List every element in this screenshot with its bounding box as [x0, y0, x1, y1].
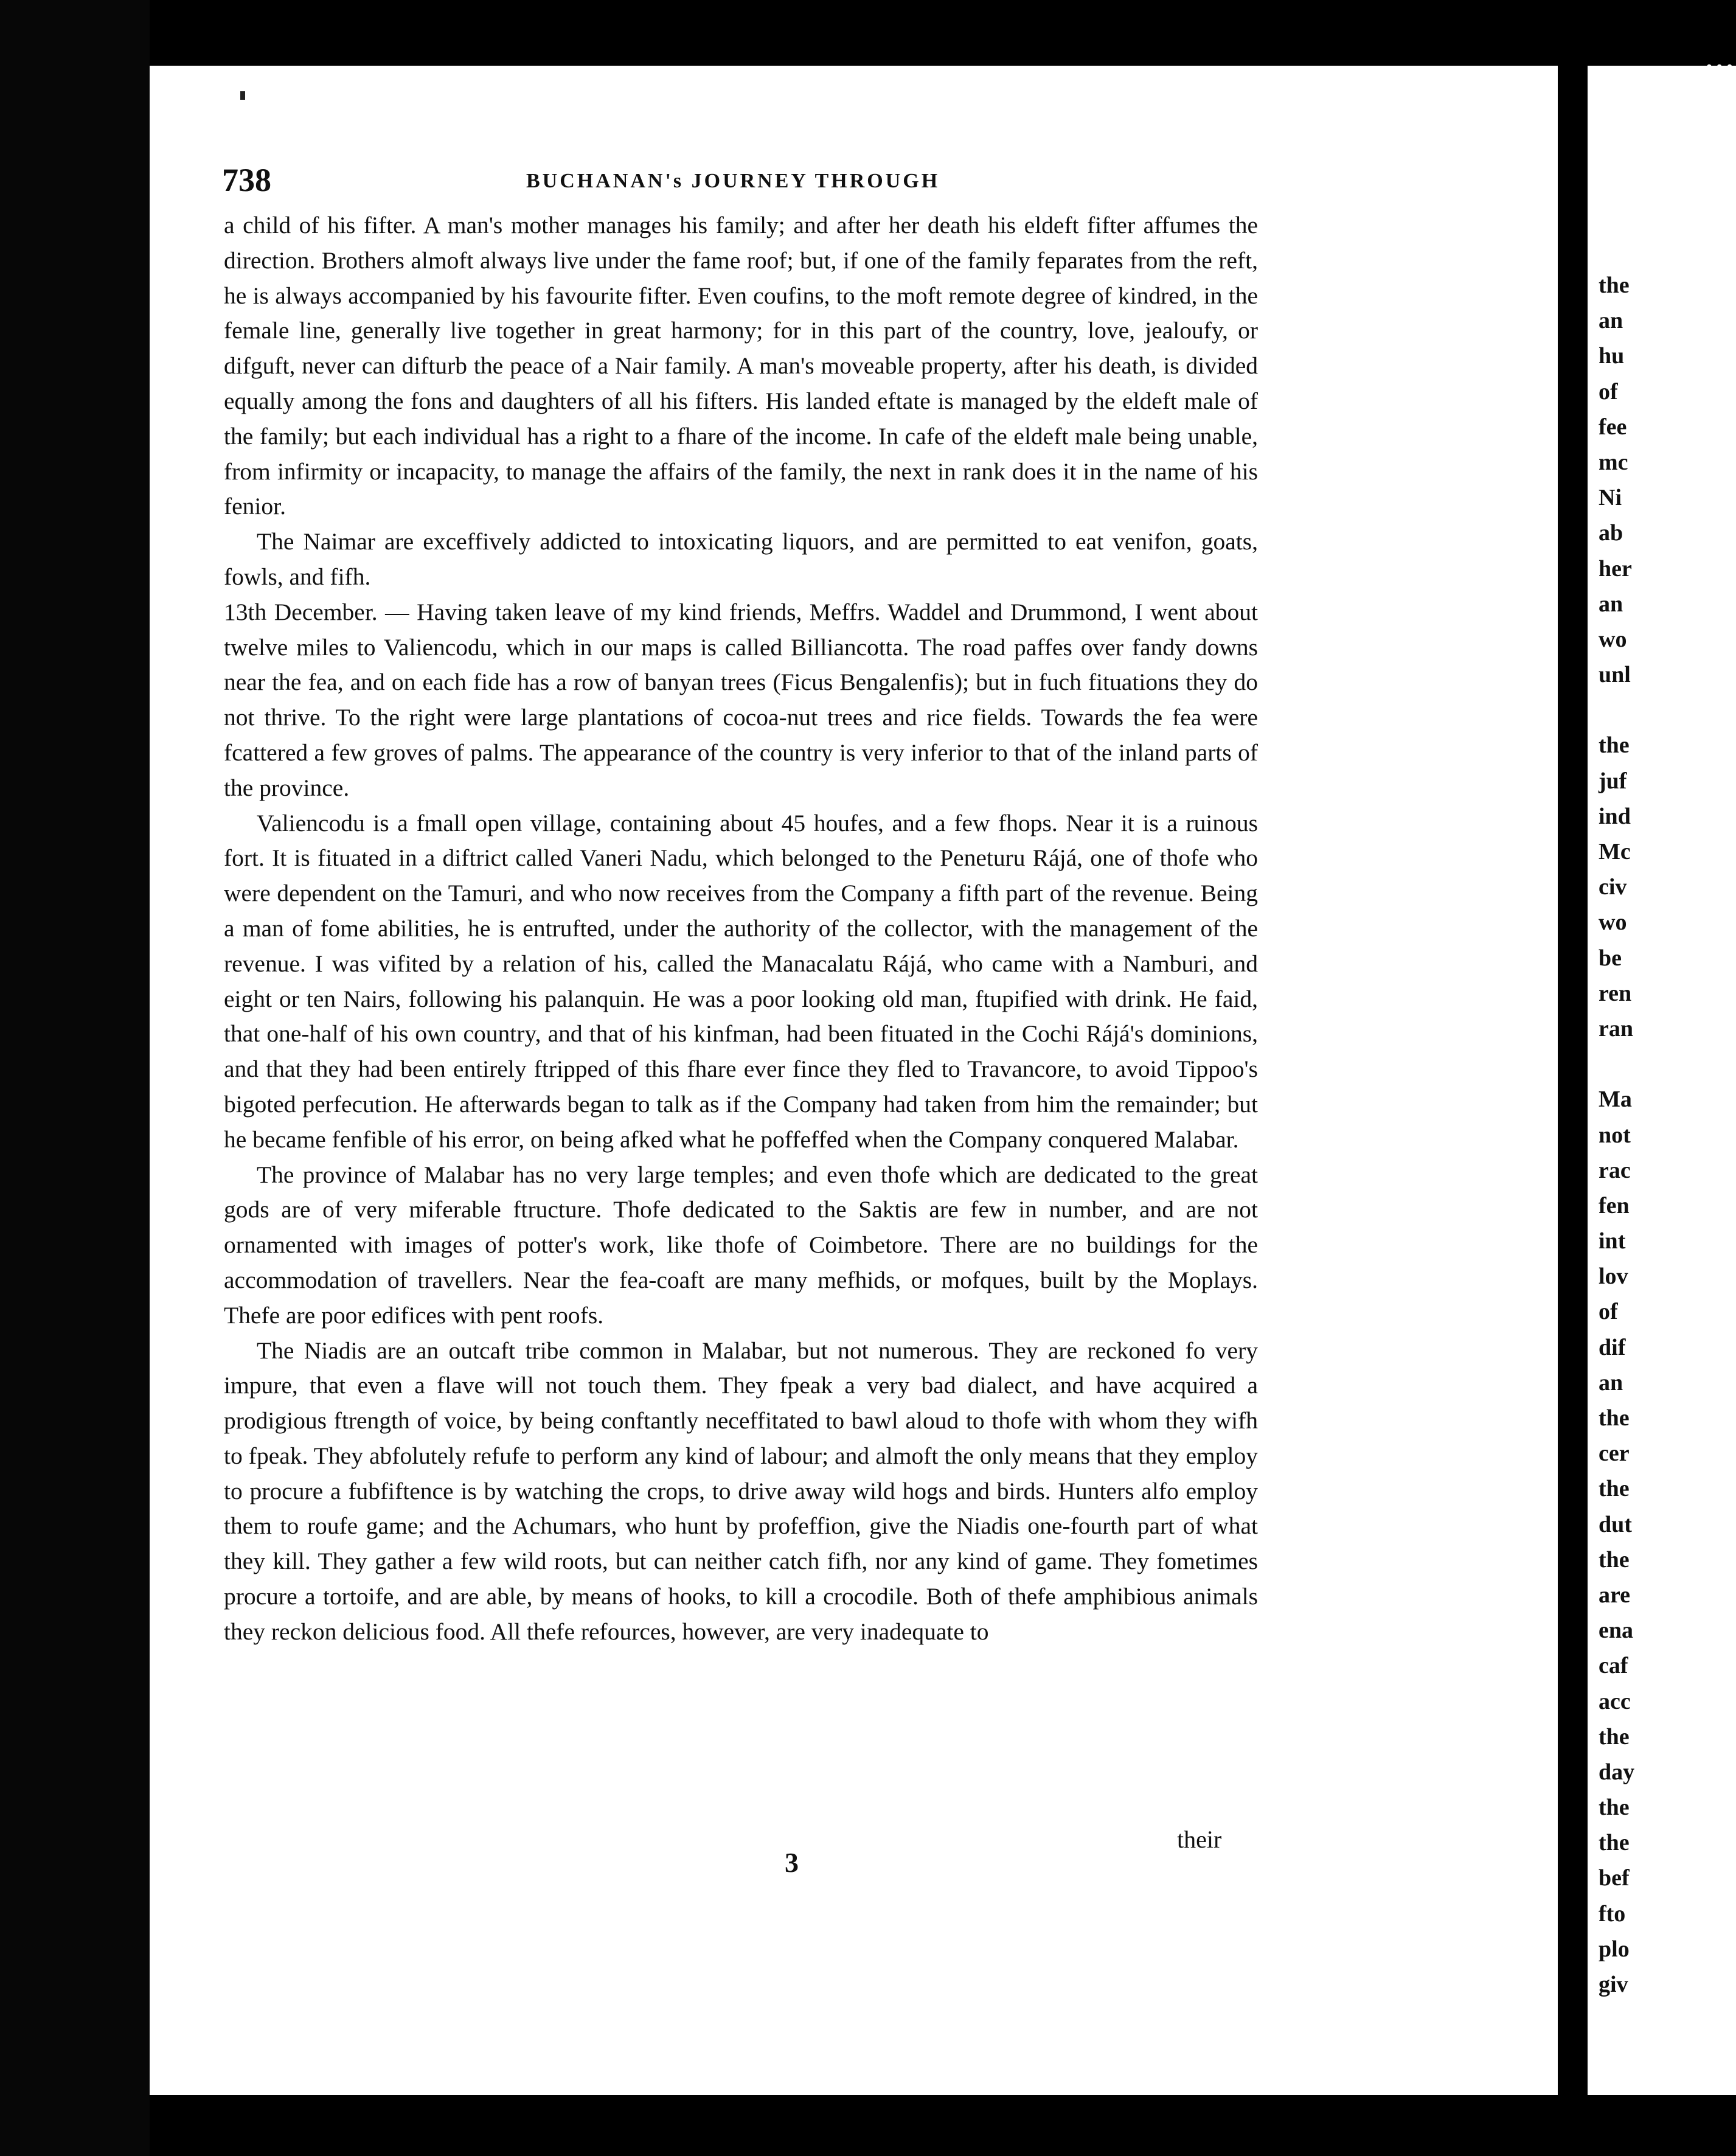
right-page-fragment: an: [1599, 1369, 1623, 1396]
right-page-fragment: of: [1599, 378, 1618, 405]
right-page-fragment: fen: [1599, 1192, 1630, 1219]
right-page-fragment: cer: [1599, 1441, 1630, 1467]
page-number: 738: [222, 162, 271, 198]
right-page-fragment: dut: [1599, 1511, 1632, 1537]
right-page-fragment: wo: [1599, 626, 1627, 652]
right-page-fragment: the: [1599, 1830, 1630, 1856]
right-page-fragment: an: [1599, 591, 1623, 617]
right-page-fragment: civ: [1599, 874, 1627, 900]
right-page-fragment: the: [1599, 1476, 1630, 1502]
right-page-fragment: the: [1599, 732, 1630, 759]
right-page-fragment: Ni: [1599, 485, 1622, 511]
body-text: [224, 208, 1258, 1650]
right-page-fragment: ran: [1599, 1015, 1633, 1041]
right-page-fragment: the: [1599, 1546, 1630, 1573]
right-page-fragment: [1599, 692, 1732, 728]
right-page-fragment: are: [1599, 1582, 1631, 1608]
paragraph: Valiencodu is a fmall open village, containing about 45 houfes, and a few fhops. Near it is a ruinous fort. It is fituated in a diftrict called Vaneri Nadu, which belonged to the Peneturu Rájá, one of thofe who were dependent on the Tamuri, and who now receives from the Company a fifth part of the revenue. Being a man of fome abilities, he is entrufted, under the authority of the collector, with the management of the revenue. I was vifited by a relation of his, called the Manacalatu Rájá, who came with a Namburi, and eight or ten Nairs, following his palanquin. He was a poor looking old man, ftupified with drink. He faid, that one-half of his own country, and that of his kinfman, had been fituated in the Cochi Rájá's dominions, and that they had been entirely ftripped of this fhare ever fince they fled to Travancore, to avoid Tippoo's bigoted perfecution. He afterwards began to talk as if the Company had taken from him the remainder; but he became fenfible of his error, on being afked what he poffeffed when the Company conquered Malabar.: [224, 809, 1258, 1153]
right-page-fragment: lov: [1599, 1264, 1628, 1290]
right-page-fragment: wo: [1599, 909, 1627, 936]
page-speck: [240, 91, 245, 100]
right-page-fragment: day: [1599, 1759, 1635, 1785]
right-page-fragment: Mc: [1599, 839, 1631, 864]
right-page-fragment: the: [1599, 1405, 1630, 1431]
right-page-text-fragments: [1599, 268, 1732, 2002]
right-page-fragment: ena: [1599, 1618, 1633, 1644]
right-page-fragment: caf: [1599, 1653, 1628, 1679]
right-page-fragment: not: [1599, 1122, 1631, 1148]
right-page-fragment: of: [1599, 1299, 1618, 1325]
right-page-fragment: giv: [1599, 1972, 1628, 1997]
book-binding-shadow: [0, 0, 150, 2156]
right-page-fragment: her: [1599, 555, 1632, 582]
right-page-fragment: unl: [1599, 662, 1631, 688]
paragraph: a child of his fifter. A man's mother manages his family; and after her death his eldeft fifter affumes the direction. Brothers almoft always live under the fame roof; but, if one of the family feparates from the reft, he is always accompanied by his favourite fifter. Even coufins, to the moft remote degree of kindred, in the female line, generally live together in great harmony; for in this part of the country, love, jealoufy, or difguft, never can difturb the peace of a Nair family. A man's moveable property, after his death, is divided equally among the fons and daughters of all his fifters. His landed eftate is managed by the eldeft male of the family; but each individual has a right to a fhare of the income. In cafe of the eldeft male being unable, from infirmity or incapacity, to manage the affairs of the family, the next in rank does it in the name of his fenior.: [224, 212, 1258, 520]
page-header: [222, 161, 1232, 210]
right-page-fragment: fto: [1599, 1900, 1626, 1927]
right-page-fragment: dif: [1599, 1334, 1626, 1360]
right-page-fragment: ab: [1599, 520, 1623, 546]
right-page-fragment: plo: [1599, 1936, 1630, 1962]
right-page-fragment: [1599, 1046, 1732, 1082]
right-page-fragment: Ma: [1599, 1087, 1632, 1113]
right-page-fragment: ren: [1599, 980, 1632, 1006]
signature-mark: 3: [785, 1847, 799, 1878]
right-page-fragment: juf: [1599, 768, 1627, 794]
right-page-fragment: the: [1599, 1723, 1630, 1750]
right-page-fragment: an: [1599, 308, 1623, 334]
right-page-fragment: ind: [1599, 803, 1631, 829]
right-page-fragment: rac: [1599, 1157, 1631, 1183]
right-page-fragment: mc: [1599, 449, 1628, 475]
right-page-fragment: be: [1599, 945, 1622, 971]
paragraph-dated-entry: 13th December. — Having taken leave of my kind friends, Meffrs. Waddel and Drummond, I went about twelve miles to Valiencodu, which in our maps is called Billiancotta. The road paffes over fandy downs near the fea, and on each fide has a row of banyan trees (Ficus Bengalenfis); but in fuch fituations they do not thrive. To the right were large plantations of cocoa-nut trees and rice fields. Towards the fea were fcattered a few groves of palms. The appearance of the country is very inferior to that of the inland parts of the province.: [224, 598, 1258, 801]
running-head: BUCHANAN's JOURNEY THROUGH: [526, 170, 940, 192]
right-page-fragment: hu: [1599, 343, 1625, 369]
right-page-fragment: bef: [1599, 1865, 1630, 1891]
paragraph: The Niadis are an outcaft tribe common in Malabar, but not numerous. They are reckoned fo very impure, that even a flave will not touch them. They fpeak a very bad dialect, and have acquired a prodigious ftrength of voice, by being conftantly neceffitated to bawl aloud to thofe with whom they wifh to fpeak. They abfolutely refufe to perform any kind of labour; and almoft the only means that they employ to procure a fubfiftence is by watching the crops, to drive away wild hogs and birds. Hunters alfo employ them to roufe game; and the Achumars, who hunt by profeffion, give the Niadis one-fourth part of what they kill. They gather a few wild roots, but can neither catch fifh, nor any kind of game. They fometimes procure a tortoife, and are able, by means of hooks, to kill a crocodile. Both of thefe amphibious animals they reckon delicious food. All thefe refources, however, are very inadequate to: [224, 1337, 1258, 1645]
right-page-fragment: fee: [1599, 414, 1627, 440]
paragraph: The province of Malabar has no very large temples; and even thofe which are dedicated to the great gods are of very miferable ftructure. Thofe dedicated to the Saktis are few in number, and are not ornamented with images of potter's work, like thofe of Coimbetore. There are no buildings for the accommodation of travellers. Near the fea-coaft are many mefhids, or mofques, built by the Moplays. Thefe are poor edifices with pent roofs.: [224, 1161, 1258, 1329]
right-page-fragment: acc: [1599, 1688, 1631, 1714]
right-page-fragment: the: [1599, 273, 1630, 298]
paragraph: The Naimar are exceffively addicted to intoxicating liquors, and are permitted to eat venifon, goats, fowls, and fifh.: [224, 528, 1258, 590]
right-page-fragment: int: [1599, 1228, 1626, 1254]
catchword: their: [1177, 1826, 1222, 1853]
edge-marks: • • •: [1706, 58, 1733, 77]
right-page-fragment: the: [1599, 1795, 1630, 1821]
